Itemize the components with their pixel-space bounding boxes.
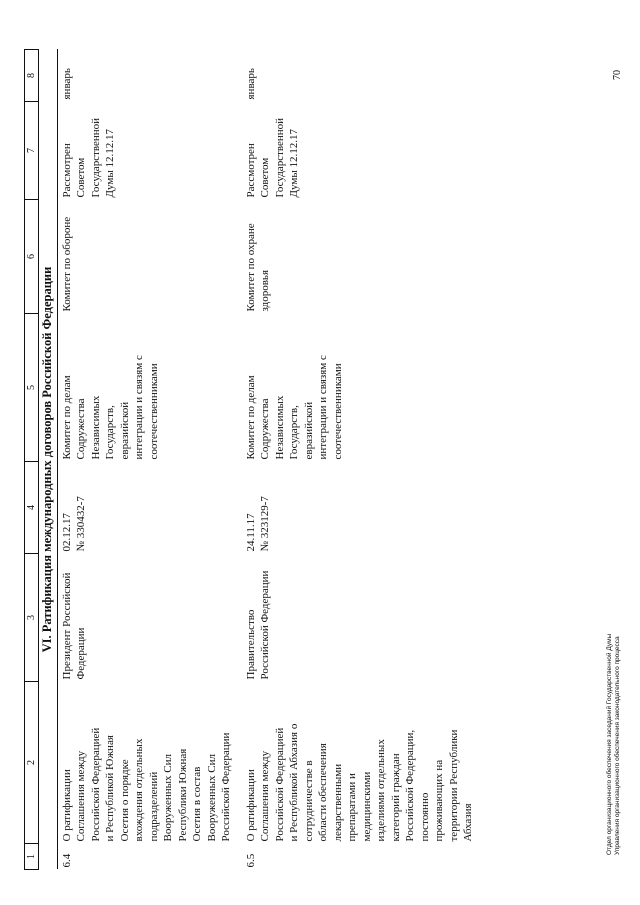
column-number: 6 xyxy=(25,200,39,314)
registration-info: 02.12.17 № 330432-7 xyxy=(60,496,87,552)
section-header-row xyxy=(39,50,58,870)
column-number: 4 xyxy=(25,462,39,554)
footer-line: Отдел организационного обеспечения заседаний Государственной Думы xyxy=(606,633,613,855)
table-row xyxy=(57,50,234,870)
table-row xyxy=(234,50,476,870)
responsible-committee: Комитет по делам Содружества Независимых Государств, евразийской интеграции и связям с соотечественниками xyxy=(60,355,160,460)
column-number: 3 xyxy=(25,554,39,682)
co-executor-committee: Комитет по охране здоровья xyxy=(244,223,271,312)
responsible-committee: Комитет по делам Содружества Независимых Государств, евразийской интеграции и связям с соотечественниками xyxy=(244,355,344,460)
month: январь xyxy=(60,68,73,100)
row-number: 6.4 xyxy=(60,853,73,868)
column-number: 2 xyxy=(25,682,39,844)
column-number-row xyxy=(25,50,39,870)
column-number: 1 xyxy=(25,844,39,870)
bill-title: О ратификации Соглашения между Российской Федерацией и Республикой Южная Осетия о порядке вхождения отдельных подразделений Вооруженных Сил Республики Южная Осетия в состав Вооруженных Сил Российской Федерации xyxy=(60,727,232,842)
initiator: Правительство Российской Федерации xyxy=(244,570,271,680)
column-number: 7 xyxy=(25,102,39,200)
page-number: 70 xyxy=(612,70,623,80)
status: Рассмотрен Советом Государственной Думы 12.12.17 xyxy=(60,117,116,198)
footer-line: Управления организационного обеспечения законодательного процесса xyxy=(614,636,621,855)
column-number: 5 xyxy=(25,314,39,462)
status: Рассмотрен Советом Государственной Думы 12.12.17 xyxy=(244,117,300,198)
legislation-plan-table xyxy=(24,49,476,870)
column-number: 8 xyxy=(25,50,39,102)
month: январь xyxy=(244,68,257,100)
co-executor-committee: Комитет по обороне xyxy=(60,216,73,312)
initiator: Президент Российской Федерации xyxy=(60,572,87,680)
row-number: 6.5 xyxy=(244,853,257,868)
bill-title: О ратификации Соглашения между Российской Федерацией и Республикой Абхазия о сотрудничестве в области обеспечения лекарственными препаратами и медицинскими изделиями отдельных категорий граждан Российской Федерации, постоянно проживающих на территории Республики Абхазия xyxy=(244,723,474,842)
section-title: VI. Ратификация международных договоров Российской Федерации xyxy=(39,50,58,870)
footer xyxy=(606,634,622,855)
registration-info: 24.11.17 № 323129-7 xyxy=(244,496,271,552)
